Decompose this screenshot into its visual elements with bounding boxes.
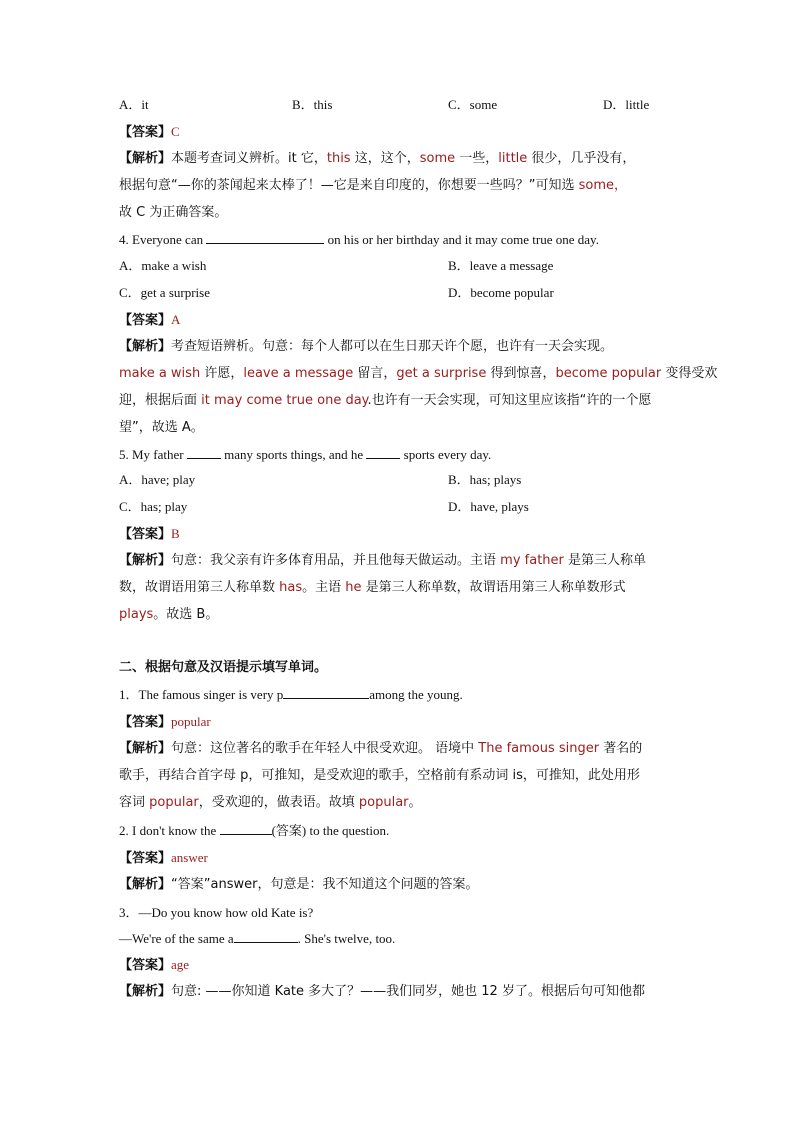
q5-answer: 【答案】B: [119, 526, 180, 542]
q5-blank-2: [366, 446, 400, 459]
q3-analysis-line-1: 【解析】本题考查词义辨析。it 它，this 这，这个，some 一些，little 很少，几乎没有，: [119, 151, 636, 166]
q4-option-a: A．make a wish: [119, 258, 207, 273]
s2-q1-analysis-line-3: 容词 popular，受欢迎的，做表语。故填 popular。: [119, 795, 422, 810]
q3-answer: 【答案】C: [119, 124, 180, 140]
q4-analysis-line-2: make a wish 许愿，leave a message 留言，get a surprise 得到惊喜，become popular 变得受欢: [119, 366, 718, 381]
s2-q3-analysis: 【解析】句意: ——你知道 Kate 多大了？——我们同岁，她也 12 岁了。根据后句可知他都: [119, 984, 645, 999]
q4-stem: 4. Everyone can on his or her birthday and it may come true one day.: [119, 232, 599, 247]
s2-q2-stem: 2. I don't know the (答案) to the question.: [119, 823, 390, 838]
q5-option-b: B．has; plays: [448, 472, 522, 487]
q4-option-c: C．get a surprise: [119, 285, 210, 300]
s2-q3-stem-2: —We're of the same a . She's twelve, too.: [119, 931, 396, 946]
q5-analysis-line-1: 【解析】句意：我父亲有许多体育用品，并且他每天做运动。主语 my father 是第三人称单: [119, 553, 647, 568]
q3-option-d: D．little: [603, 97, 650, 112]
q5-blank-1: [187, 446, 221, 459]
q5-option-d: D．have, plays: [448, 499, 529, 514]
q5-stem: 5. My father many sports things, and he sports every day.: [119, 447, 492, 462]
q3-option-a: A．it: [119, 97, 149, 112]
q4-analysis-line-4: 望”，故选 A。: [119, 420, 204, 435]
q4-analysis-line-1: 【解析】考查短语辨析。句意：每个人都可以在生日那天许个愿，也许有一天会实现。: [119, 339, 614, 354]
s2-q1-blank: [283, 686, 369, 699]
s2-q1-analysis-line-1: 【解析】句意：这位著名的歌手在年轻人中很受欢迎。 语境中 The famous singer 著名的: [119, 741, 643, 756]
section-2-title: 二、根据句意及汉语提示填写单词。: [119, 660, 328, 675]
q5-option-c: C．has; play: [119, 499, 188, 514]
q3-option-b: B．this: [292, 97, 333, 112]
q5-analysis-line-3: plays。故选 B。: [119, 607, 219, 622]
s2-q3-stem-1: 3．—Do you know how old Kate is?: [119, 905, 314, 920]
q4-option-b: B．leave a message: [448, 258, 554, 273]
q5-option-a: A．have; play: [119, 472, 196, 487]
s2-q2-analysis: 【解析】“答案”answer，句意是：我不知道这个问题的答案。: [119, 877, 479, 892]
q5-analysis-line-2: 数，故谓语用第三人称单数 has。主语 he 是第三人称单数，故谓语用第三人称单数形式: [119, 580, 626, 595]
q3-analysis-line-2: 根据句意“—你的茶闻起来太棒了！—它是来自印度的，你想要一些吗？”可知选 some，: [119, 178, 627, 193]
s2-q3-answer: 【答案】age: [119, 957, 190, 973]
s2-q2-answer: 【答案】answer: [119, 850, 208, 866]
q3-option-c: C．some: [448, 97, 498, 112]
s2-q1-answer: 【答案】popular: [119, 714, 211, 730]
q3-analysis-line-3: 故 C 为正确答案。: [119, 205, 228, 220]
q4-option-d: D．become popular: [448, 285, 554, 300]
s2-q1-stem: 1．The famous singer is very p among the young.: [119, 687, 463, 702]
s2-q1-analysis-line-2: 歌手，再结合首字母 p，可推知，是受欢迎的歌手，空格前有系动词 is，可推知，此处用形: [119, 768, 640, 783]
q4-blank: [206, 231, 324, 244]
q4-answer: 【答案】A: [119, 312, 181, 328]
s2-q3-blank: [234, 930, 298, 943]
s2-q2-blank: [220, 822, 272, 835]
q4-analysis-line-3: 迎，根据后面 it may come true one day.也许有一天会实现，可知这里应该指“许的一个愿: [119, 393, 652, 408]
